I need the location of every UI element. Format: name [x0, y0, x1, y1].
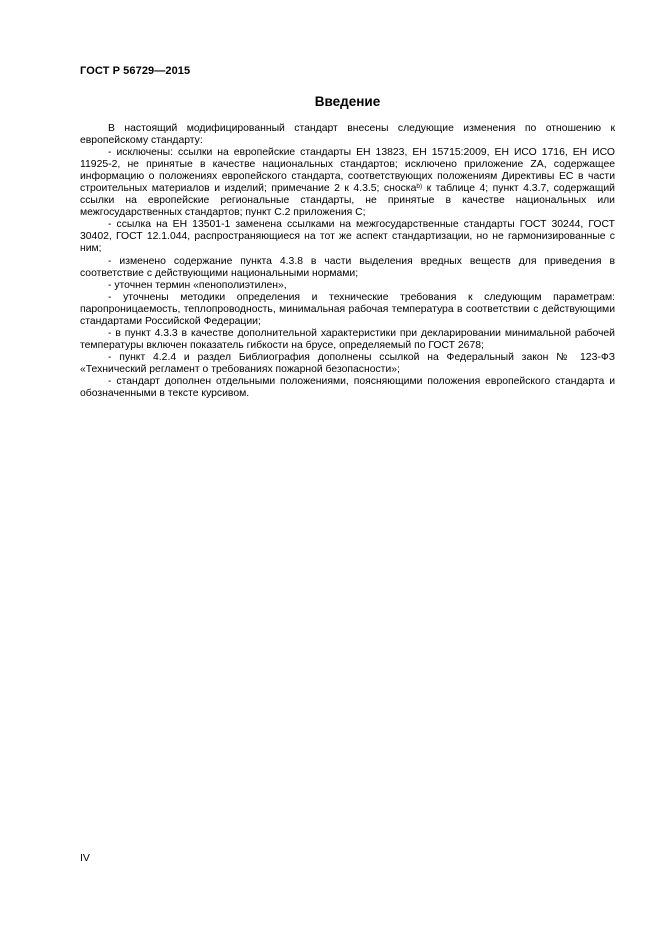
paragraph-excluded	[80, 147, 615, 219]
paragraph-flexibility-added	[80, 328, 615, 352]
paragraph-text: - пункт 4.2.4 и раздел Библиография дополнены ссылкой на Федеральный закон № 123-ФЗ «Технический регламент о требованиях пожарной безопасности»;	[80, 351, 615, 375]
paragraph-term-clarified	[80, 280, 615, 292]
paragraph-text: - стандарт дополнен отдельными положениями, поясняющими положения европейского стандарта и обозначенными в тексте курсивом.	[80, 375, 615, 400]
page-number: IV	[80, 852, 90, 864]
paragraph-text-continuation: к таблице 4; пункт 4.3.7, содержащий ссылки на европейские региональные стандарты, не принятые в качестве национальных или межгосударственных стандартов; пункт С.2 приложения С;	[80, 183, 615, 219]
document-code: ГОСТ Р 56729—2015	[80, 65, 191, 77]
paragraph-content-changed	[80, 256, 615, 280]
paragraph-intro	[80, 123, 615, 147]
paragraph-methods-clarified	[80, 292, 615, 328]
paragraph-bibliography-added	[80, 352, 615, 376]
paragraph-italic-provisions	[80, 376, 615, 400]
footnote-marker: b)	[416, 183, 423, 191]
paragraph-text: - изменено содержание пункта 4.3.8 в части выделения вредных веществ для приведения в соответствие с действующими национальными нормами;	[80, 255, 615, 279]
paragraph-text: - исключены: ссылки на европейские стандарты ЕН 13823, ЕН 15715:2009, ЕН ИСО 1716, ЕН ИСО 11925-2, не принятые в качестве национальных стандартов; исключено приложение ZA, содержащее информацию о положениях европейского стандарта, соответствующих положениям Директивы ЕС в части строительных материалов и изделий; примечание 2 к 4.3.5; сноска	[80, 147, 615, 195]
section-title: Введение	[314, 94, 381, 109]
introduction-body	[80, 123, 615, 400]
paragraph-text: - уточнен термин «пенополиэтилен»,	[108, 279, 287, 291]
paragraph-reference-replaced	[80, 219, 615, 255]
paragraph-text: В настоящий модифицированный стандарт внесены следующие изменения по отношению к европейскому стандарту:	[80, 123, 615, 147]
paragraph-text: - в пункт 4.3.3 в качестве дополнительной характеристики при декларировании минимальной рабочей температуры включен показатель гибкости на брусе, определяемый по ГОСТ 2678;	[80, 327, 615, 351]
paragraph-text: - уточнены методики определения и технические требования к следующим параметрам: паропроницаемость, теплопроводность, минимальная рабочая температура в соответствии с действующими стандартами Российской Федерации;	[80, 291, 615, 327]
paragraph-text: - ссылка на ЕН 13501-1 заменена ссылками на межгосударственные стандарты ГОСТ 30244, ГОСТ 30402, ГОСТ 12.1.044, распространяющиеся на тот же аспект стандартизации, но не гармонизированные с ним;	[80, 219, 615, 255]
